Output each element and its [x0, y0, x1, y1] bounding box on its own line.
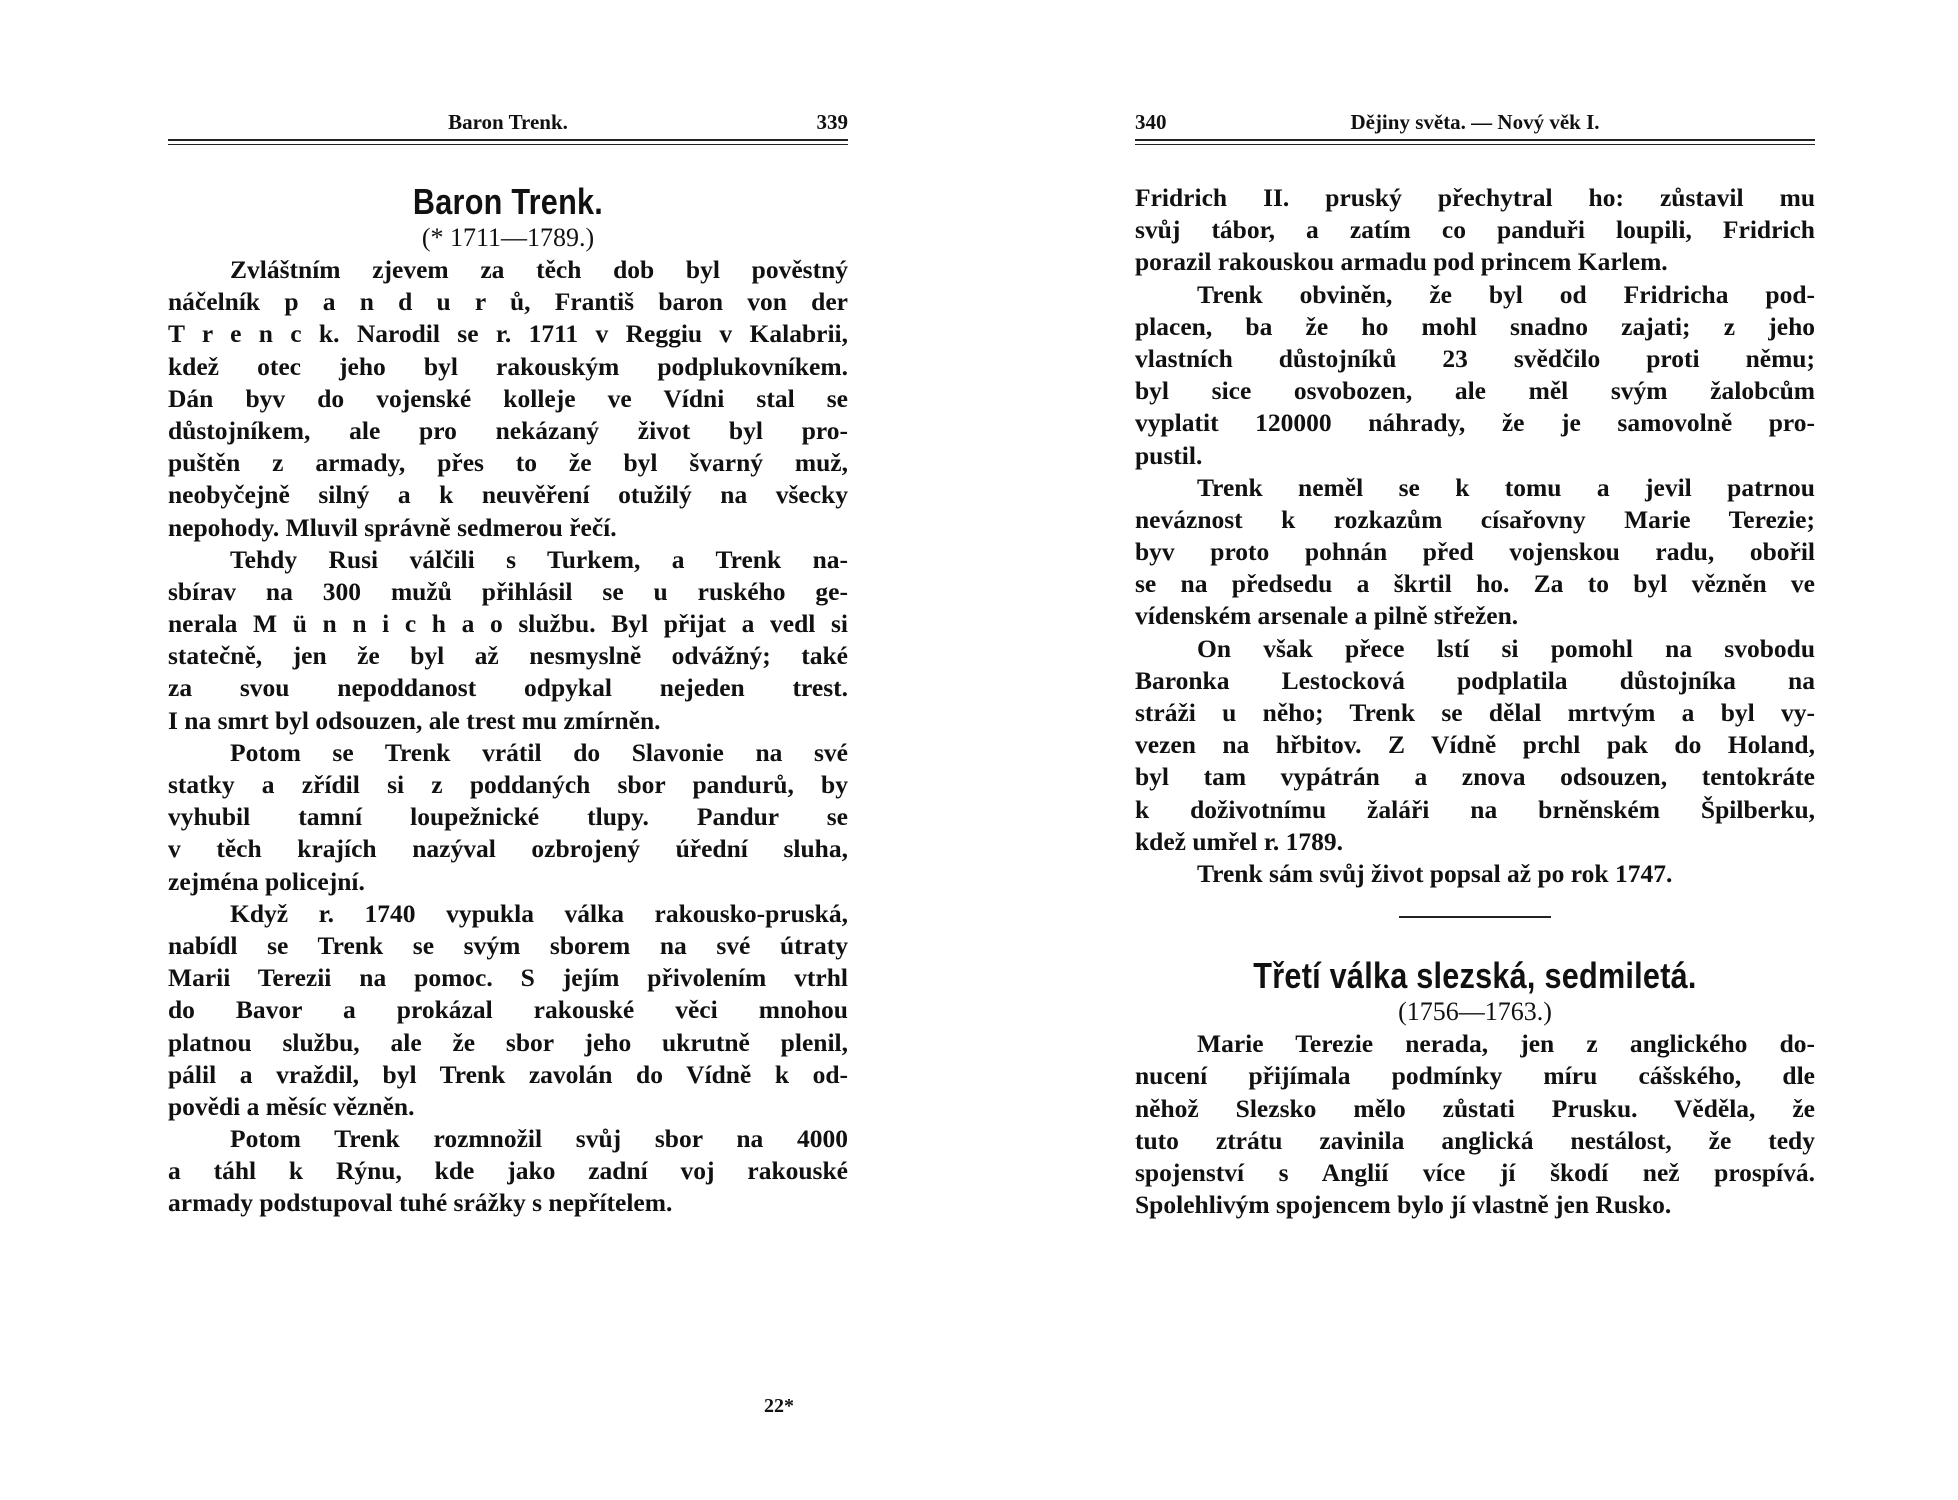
- text-line: kdež otec jeho byl rakouským podplukovníkem.: [168, 351, 848, 381]
- chapter-title: Baron Trenk.: [412, 181, 604, 222]
- text-line: Tehdy Rusi válčili s Turkem, a Trenk na-: [230, 544, 848, 574]
- text-line: Potom Trenk rozmnožil svůj sbor na 4000: [230, 1124, 848, 1154]
- text-line: armady podstupoval tuhé srážky s nepřítelem.: [168, 1188, 673, 1218]
- running-head-title: Dějiny světa. — Nový věk I.: [1350, 110, 1600, 134]
- running-head-right: [1135, 110, 1815, 136]
- text-line: se na předsedu a škrtil ho. Za to byl vězněn ve: [1135, 569, 1815, 599]
- text-line: povědi a měsíc vězněn.: [168, 1091, 415, 1121]
- header-rule: [1135, 144, 1815, 145]
- text-line: do Bavor a prokázal rakouské věci mnohou: [168, 995, 848, 1025]
- text-line: neobyčejně silný a k neuvěření otužilý na všecky: [168, 480, 848, 510]
- text-line: Trenk sám svůj život popsal až po rok 1747.: [1197, 858, 1673, 888]
- left-text-block: [168, 254, 848, 1220]
- text-line: v těch krajích nazýval ozbrojený úřední sluha,: [168, 834, 848, 864]
- text-line: placen, ba že ho mohl snadno zajati; z jeho: [1135, 311, 1815, 341]
- text-line: vlastních důstojníků 23 svědčilo proti němu;: [1135, 343, 1815, 373]
- text-line: sbírav na 300 mužů přihlásil se u ruského ge-: [168, 576, 848, 606]
- text-line: zejména policejní.: [168, 866, 365, 896]
- text-line: Když r. 1740 vypukla válka rakousko-pruská,: [230, 898, 848, 928]
- text-line: neváznost k rozkazům císařovny Marie Terezie;: [1135, 504, 1815, 534]
- text-line: vídenském arsenale a pilně střežen.: [1135, 601, 1519, 631]
- text-line: stráži u něho; Trenk se dělal mrtvým a byl vy-: [1135, 698, 1815, 727]
- text-line: vyhubil tamní loupežnické tlupy. Pandur se: [168, 802, 848, 832]
- text-line: a táhl k Rýnu, kde jako zadní voj rakouské: [168, 1156, 848, 1186]
- header-rule: [168, 139, 848, 141]
- text-line: svůj tábor, a zatím co panduři loupili, Fridrich: [1135, 215, 1815, 245]
- running-head-title: Baron Trenk.: [448, 110, 568, 134]
- text-line: Potom se Trenk vrátil do Slavonie na své: [230, 737, 848, 767]
- text-line: Trenk obviněn, že byl od Fridricha pod-: [1197, 279, 1815, 309]
- text-line: pálil a vraždil, byl Trenk zavolán do Vídně k od-: [168, 1059, 848, 1089]
- text-line: Fridrich II. pruský přechytral ho: zůstavil mu: [1135, 183, 1815, 212]
- text-line: Marii Terezii na pomoc. S jejím přivolením vtrhl: [168, 963, 848, 993]
- text-line: Marie Terezie nerada, jen z anglického do-: [1197, 1029, 1815, 1059]
- page-number: 340: [1135, 110, 1167, 134]
- text-line: náčelník p a n d u r ů, Františ baron von der: [168, 287, 848, 317]
- header-rule: [1135, 139, 1815, 141]
- text-line: Baronka Lestocková podplatila důstojníka na: [1135, 665, 1815, 695]
- signature-mark: 22*: [764, 1395, 794, 1417]
- right-text-block-after: [1135, 1028, 1815, 1221]
- section-title: Třetí válka slezská, sedmiletá.: [1253, 955, 1697, 997]
- text-line: Dán byv do vojenské kolleje ve Vídni stal se: [168, 383, 848, 413]
- chapter-dates: (* 1711—1789.): [421, 223, 595, 252]
- section-dates: (1756—1763.): [1398, 997, 1552, 1027]
- left-page-body: [168, 182, 848, 1220]
- text-line: nabídl se Trenk se svým sborem na své útraty: [168, 930, 848, 960]
- text-line: k doživotnímu žaláři na brněnském Špilberku,: [1135, 794, 1815, 824]
- running-head-left: [168, 110, 848, 136]
- text-line: statky a zřídil si z poddaných sbor pandurů, by: [168, 770, 848, 799]
- text-line: nepohody. Mluvil správně sedmerou řečí.: [168, 512, 617, 542]
- text-line: vyplatit 120000 náhrady, že je samovolně pro-: [1135, 408, 1815, 438]
- text-line: porazil rakouskou armadu pod princem Karlem.: [1135, 247, 1668, 277]
- text-line: statečně, jen že byl až nesmyslně odvážný; také: [168, 641, 848, 671]
- text-line: Trenk neměl se k tomu a jevil patrnou: [1197, 472, 1815, 502]
- text-line: něhož Slezsko mělo zůstati Prusku. Věděla, že: [1135, 1093, 1815, 1123]
- text-line: kdež umřel r. 1789.: [1135, 826, 1343, 856]
- text-line: On však přece lstí si pomohl na svobodu: [1197, 633, 1815, 663]
- section-separator: [1399, 916, 1551, 918]
- text-line: nerala M ü n n i c h a o službu. Byl přijat a vedl si: [168, 609, 848, 639]
- text-line: platnou službu, ale že sbor jeho ukrutně plenil,: [168, 1027, 848, 1057]
- text-line: byv proto pohnán před vojenskou radu, obořil: [1135, 537, 1815, 567]
- text-line: byl sice osvobozen, ale měl svým žalobcům: [1135, 376, 1815, 406]
- text-line: byl tam vypátrán a znova odsouzen, tentokráte: [1135, 762, 1815, 792]
- text-line: Zvláštním zjevem za těch dob byl pověstný: [230, 255, 848, 284]
- text-line: T r e n c k. Narodil se r. 1711 v Reggiu v Kalabrii,: [168, 319, 848, 349]
- text-line: vezen na hřbitov. Z Vídně prchl pak do Holand,: [1135, 730, 1815, 760]
- text-line: I na smrt byl odsouzen, ale trest mu zmírněn.: [168, 705, 661, 735]
- text-line: puštěn z armady, přes to že byl švarný muž,: [168, 448, 848, 478]
- right-page-body: [1135, 182, 1815, 1221]
- text-line: spojenství s Anglií více jí škodí než prospívá.: [1135, 1157, 1815, 1187]
- text-line: důstojníkem, ale pro nekázaný život byl pro-: [168, 415, 848, 445]
- text-line: pustil.: [1135, 440, 1203, 470]
- text-line: tuto ztrátu zavinila anglická nestálost, že tedy: [1135, 1125, 1815, 1155]
- page-number: 339: [816, 110, 848, 134]
- text-line: za svou nepoddanost odpykal nejeden trest.: [168, 673, 848, 703]
- text-line: nucení přijímala podmínky míru cášského, dle: [1135, 1061, 1815, 1091]
- right-text-block-before: [1135, 182, 1815, 890]
- header-rule: [168, 144, 848, 145]
- text-line: Spolehlivým spojencem bylo jí vlastně jen Rusko.: [1135, 1190, 1672, 1220]
